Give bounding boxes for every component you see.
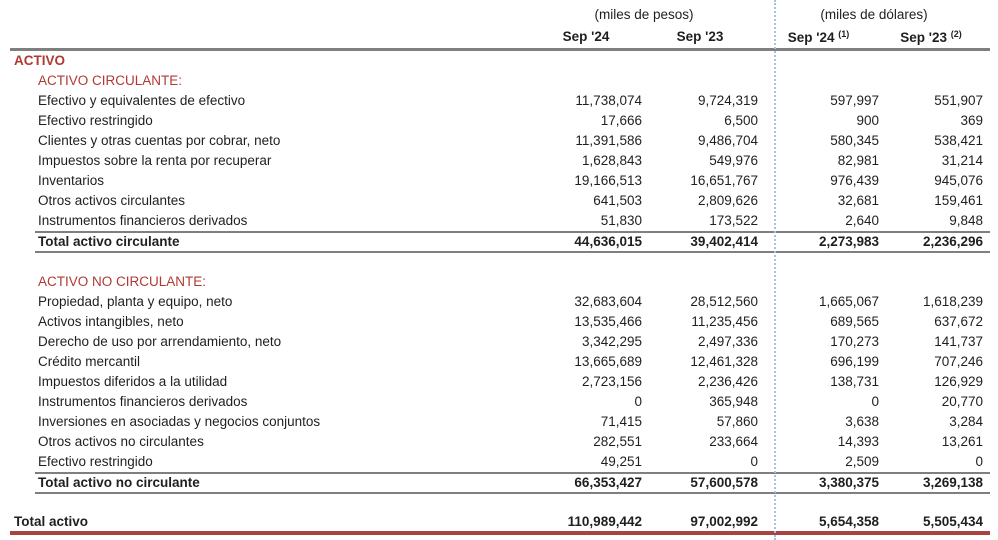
row-label: Total activo circulante [38,235,180,249]
col-header-pesos-sep24: Sep '24 [562,29,610,45]
col-header-dolares-sep23 [879,30,990,45]
value-cell: 551,907 [934,93,983,109]
value-cell: 19,166,513 [574,173,642,189]
row-label: Efectivo restringido [38,114,153,128]
value-cell: 365,948 [709,394,758,410]
value-cell: 976,439 [830,173,879,189]
value-cell: 2,809,626 [697,193,758,209]
value-cell: 549,976 [709,153,758,169]
table-row [10,292,990,312]
row-label: Inversiones en asociadas y negocios conjuntos [38,415,321,429]
spacer-row [10,253,990,272]
value-cell: 173,522 [709,213,758,229]
value-cell: 3,284 [949,414,983,430]
value-cell: 2,497,336 [697,334,758,350]
table-row [10,51,990,71]
value-cell: 12,461,328 [690,354,758,370]
row-label: Inventarios [38,174,105,188]
table-row [10,171,990,191]
row-label: Impuestos sobre la renta por recuperar [38,154,272,168]
row-label: ACTIVO CIRCULANTE: [38,74,183,88]
row-label: Activos intangibles, neto [38,315,184,329]
value-cell: 945,076 [934,173,983,189]
col-header-pesos-sep23: Sep '23 [676,29,724,45]
row-label: ACTIVO [14,54,66,68]
value-cell: 170,273 [830,334,879,350]
value-cell: 696,199 [830,354,879,370]
row-label: Derecho de uso por arrendamiento, neto [38,335,282,349]
value-cell: 6,500 [724,113,758,129]
footnote-marker-2: (2) [950,28,962,39]
table-row [10,372,990,392]
table-row [10,412,990,432]
value-cell: 110,989,442 [567,514,642,530]
value-cell: 57,860 [716,414,758,430]
footnote-marker-1: (1) [838,28,850,39]
value-cell: 66,353,427 [574,475,642,491]
value-cell: 97,002,992 [690,514,758,530]
value-cell: 20,770 [941,394,983,410]
dolares-group-header: (miles de dólares) [820,7,928,23]
value-cell: 31,214 [941,153,983,169]
value-cell: 3,380,375 [818,475,879,491]
currency-group-header-row [10,4,990,26]
value-cell: 1,665,067 [818,294,879,310]
value-cell: 17,666 [600,113,642,129]
table-row [10,352,990,372]
value-cell: 5,505,434 [922,514,983,530]
value-cell: 11,235,456 [691,314,758,330]
value-cell: 9,724,319 [697,93,758,109]
row-label: Impuestos diferidos a la utilidad [38,375,228,389]
value-cell: 0 [975,454,983,470]
table-row [10,111,990,131]
value-cell: 3,342,295 [581,334,642,350]
value-cell: 233,664 [709,434,758,450]
value-cell: 637,672 [934,314,983,330]
value-cell: 13,665,689 [574,354,642,370]
assets-table [10,4,990,535]
value-cell: 5,654,358 [818,514,879,530]
value-cell: 1,618,239 [922,294,983,310]
value-cell: 0 [634,394,642,410]
spacer-row [10,494,990,513]
value-cell: 57,600,578 [690,475,758,491]
row-label: Clientes y otras cuentas por cobrar, neto [38,134,281,148]
table-body [10,51,990,535]
row-label: Instrumentos financieros derivados [38,395,248,409]
value-cell: 2,640 [845,213,879,229]
value-cell: 689,565 [830,314,879,330]
column-header-row [10,26,990,51]
row-label: Total activo no circulante [38,476,200,490]
row-label: ACTIVO NO CIRCULANTE: [38,275,207,289]
row-label: Efectivo y equivalentes de efectivo [38,94,246,108]
value-cell: 538,421 [934,133,983,149]
value-cell: 1,628,843 [581,153,642,169]
value-cell: 2,509 [845,454,879,470]
table-row [10,332,990,352]
row-label: Total activo [14,515,89,529]
row-label: Efectivo restringido [38,455,153,469]
value-cell: 597,997 [830,93,879,109]
value-cell: 51,830 [600,213,642,229]
value-cell: 44,636,015 [574,234,642,250]
col-header-text: Sep '23 [900,29,947,45]
table-row [10,211,990,231]
table-row [10,151,990,171]
table-row [10,91,990,111]
table-row [10,452,990,472]
row-label: Instrumentos financieros derivados [38,214,248,228]
value-cell: 2,236,296 [922,234,983,250]
table-row [10,272,990,292]
value-cell: 3,638 [845,414,879,430]
value-cell: 71,415 [600,414,642,430]
table-row [10,231,990,253]
value-cell: 14,393 [837,434,879,450]
value-cell: 32,683,604 [574,294,642,310]
value-cell: 2,236,426 [697,374,758,390]
value-cell: 11,738,074 [575,93,642,109]
value-cell: 159,461 [934,193,983,209]
table-row [10,513,990,535]
value-cell: 16,651,767 [690,173,758,189]
value-cell: 141,737 [934,334,983,350]
value-cell: 28,512,560 [690,294,758,310]
value-cell: 49,251 [600,454,642,470]
value-cell: 138,731 [830,374,879,390]
value-cell: 32,681 [837,193,879,209]
value-cell: 707,246 [934,354,983,370]
value-cell: 3,269,138 [922,475,983,491]
value-cell: 0 [750,454,758,470]
table-row [10,472,990,494]
pesos-group-header: (miles de pesos) [594,7,694,23]
table-row [10,131,990,151]
value-cell: 369 [960,113,983,129]
value-cell: 0 [871,394,879,410]
table-row [10,191,990,211]
table-row [10,312,990,332]
value-cell: 39,402,414 [690,234,758,250]
value-cell: 282,551 [593,434,642,450]
row-label: Propiedad, planta y equipo, neto [38,295,233,309]
value-cell: 2,723,156 [581,374,642,390]
value-cell: 9,486,704 [697,133,758,149]
value-cell: 900 [856,113,879,129]
value-cell: 13,261 [941,434,983,450]
table-row [10,71,990,91]
row-label: Otros activos circulantes [38,194,186,208]
table-row [10,392,990,412]
table-row [10,432,990,452]
page-break-divider [774,0,776,540]
col-header-dolares-sep24 [758,30,879,45]
value-cell: 13,535,466 [574,314,642,330]
col-header-text: Sep '24 [787,29,835,45]
row-label: Otros activos no circulantes [38,435,204,449]
row-label: Crédito mercantil [38,355,141,369]
value-cell: 9,848 [949,213,983,229]
value-cell: 641,503 [593,193,642,209]
value-cell: 11,391,586 [575,133,642,149]
value-cell: 82,981 [837,153,879,169]
value-cell: 2,273,983 [818,234,879,250]
value-cell: 580,345 [830,133,879,149]
value-cell: 126,929 [934,374,983,390]
